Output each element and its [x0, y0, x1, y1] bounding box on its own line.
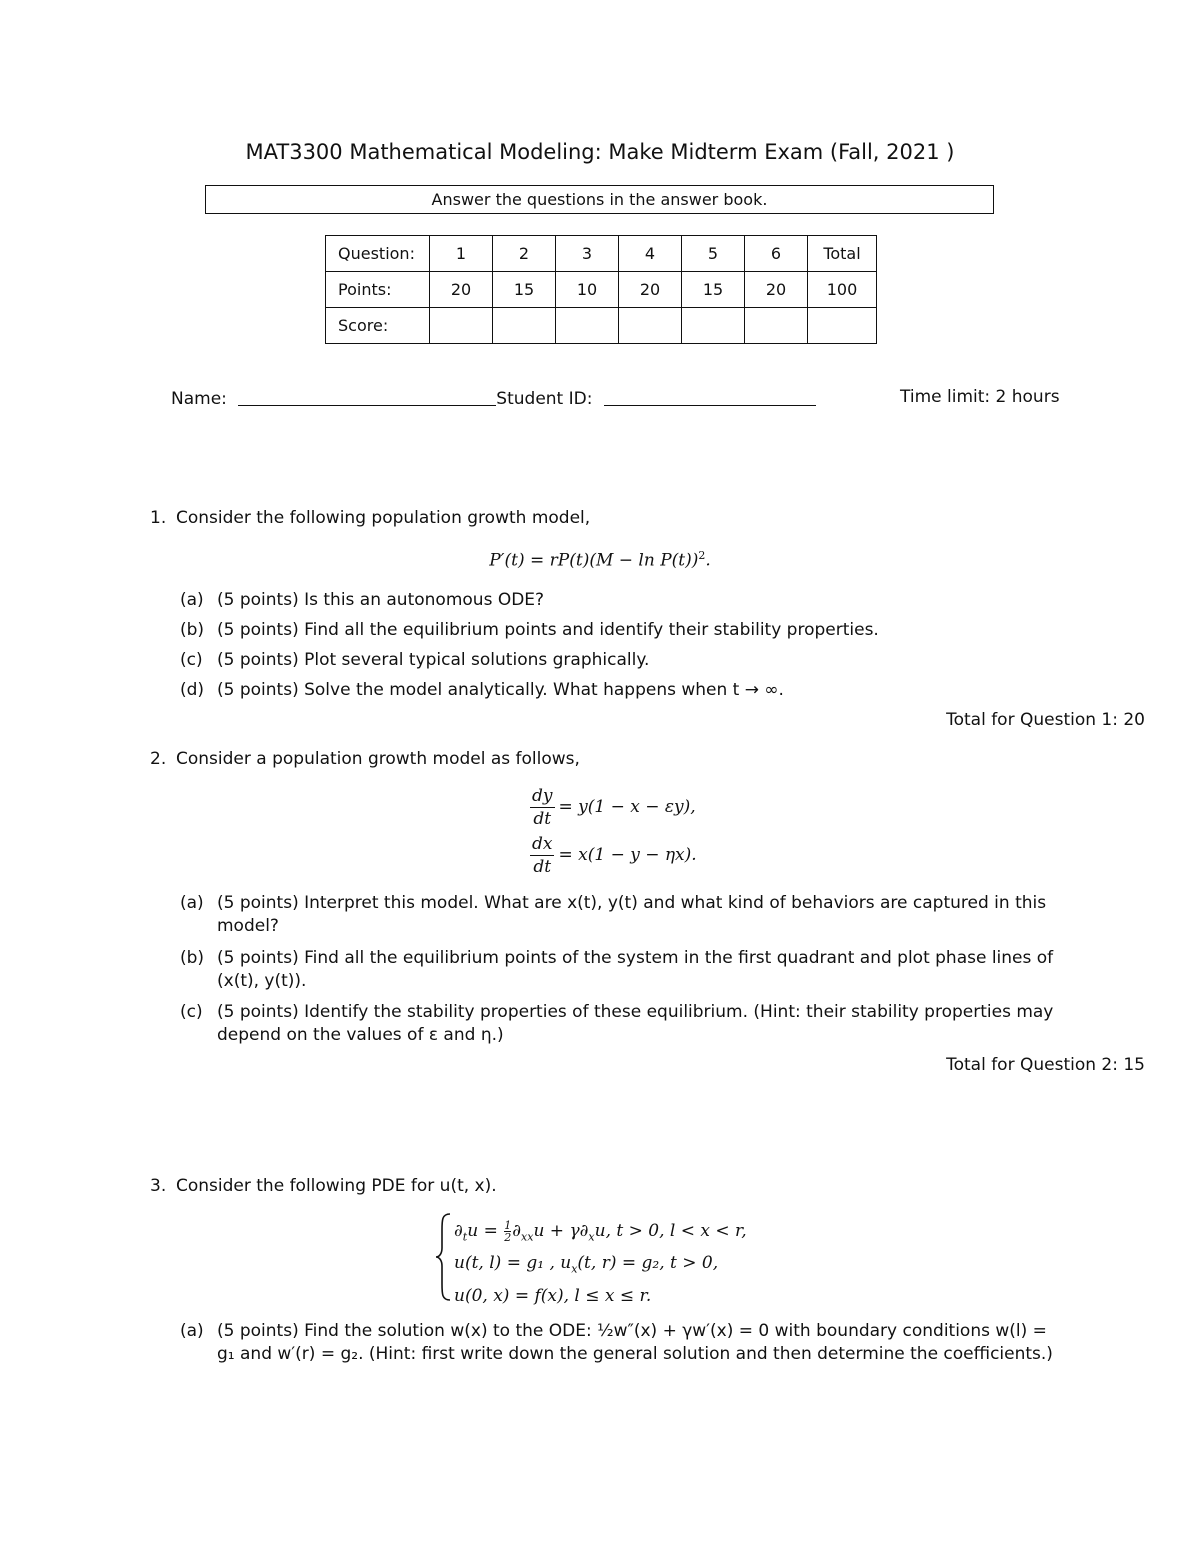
pde-text: u + γ∂ — [533, 1221, 589, 1241]
name-blank — [238, 387, 496, 406]
score-cell — [556, 308, 619, 344]
question-3-intro — [150, 1176, 497, 1196]
q1-part-b — [180, 619, 1060, 642]
pde-text: u(t, l) = g₁ , u — [454, 1253, 572, 1274]
student-id-blank — [604, 387, 816, 406]
fraction-numerator: dx — [532, 834, 553, 854]
q1-part-a — [180, 589, 1060, 612]
question-label: Question: — [326, 236, 430, 272]
pde-text: ∂ — [454, 1221, 463, 1241]
q2-part-b — [180, 947, 1060, 993]
q2-total: Total for Question 2: 15 — [946, 1055, 1145, 1075]
part-label: (b) — [180, 620, 205, 640]
pde-text: ∂ — [512, 1221, 522, 1241]
score-cell — [682, 308, 745, 344]
question-number: 5 — [682, 236, 745, 272]
question-number: 2 — [493, 236, 556, 272]
points-label: Points: — [326, 272, 430, 308]
q2-part-c — [180, 1001, 1060, 1047]
fraction-denominator: dt — [533, 857, 552, 877]
question-number: 3 — [556, 236, 619, 272]
part-label: (c) — [180, 1002, 203, 1022]
part-text: (5 points) Plot several typical solutions graphically. — [217, 650, 650, 670]
score-label: Score: — [326, 308, 430, 344]
q1-equation-end: . — [705, 550, 711, 571]
part-text: (5 points) Identify the stability properties of these equilibrium. (Hint: their stability properties may depend on the values of ε and η.) — [217, 1002, 1054, 1045]
pde-line-2 — [454, 1250, 747, 1282]
question-intro-text: Consider the following PDE for u(t, x). — [176, 1176, 497, 1196]
score-cell — [745, 308, 808, 344]
points-value: 20 — [430, 272, 493, 308]
part-label: (a) — [180, 893, 204, 913]
q2-eq2-rhs: = x(1 − y − ηx). — [558, 845, 697, 865]
points-value: 15 — [682, 272, 745, 308]
question-intro-text: Consider the following population growth model, — [176, 508, 591, 528]
grade-table-score-row — [326, 308, 877, 344]
part-label: (a) — [180, 1321, 204, 1341]
part-text: (5 points) Find all the equilibrium points of the system in the first quadrant and plot phase lines of (x(t), y(t)). — [217, 948, 1054, 991]
q1-equation-text: P′(t) = rP(t)(M − ln P(t)) — [489, 550, 699, 571]
q1-part-c — [180, 649, 1060, 672]
part-label: (b) — [180, 948, 205, 968]
grade-table-question-row — [326, 236, 877, 272]
pde-subscript: x — [571, 1262, 578, 1276]
one-half-fraction — [504, 1220, 511, 1243]
score-total-cell — [808, 308, 877, 344]
points-total: 100 — [808, 272, 877, 308]
fraction-denominator: dt — [533, 809, 552, 829]
question-1-intro — [150, 508, 590, 528]
question-number: 6 — [745, 236, 808, 272]
part-text: (5 points) Find all the equilibrium points and identify their stability properties. — [217, 620, 879, 640]
time-limit: Time limit: 2 hours — [900, 387, 1060, 407]
q1-total: Total for Question 1: 20 — [946, 710, 1145, 730]
student-info-line — [171, 387, 1071, 411]
part-text: (5 points) Find the solution w(x) to the ODE: ½w″(x) + γw′(x) = 0 with boundary conditions w(l) = g₁ and w′(r) = g₂. (Hint: first write down the general solution and then determine the coefficients.) — [217, 1321, 1053, 1364]
part-text: (5 points) Interpret this model. What are x(t), y(t) and what kind of behaviors are captured in this model? — [217, 893, 1047, 936]
q2-eq2-fraction — [530, 833, 554, 878]
pde-brace — [434, 1212, 454, 1302]
q3-part-a — [180, 1320, 1060, 1366]
pde-subscript: xx — [521, 1230, 534, 1244]
question-number-label: 1. — [150, 508, 167, 528]
pde-text: u, t > 0, l < x < r, — [594, 1221, 747, 1241]
question-number: 1 — [430, 236, 493, 272]
points-value: 10 — [556, 272, 619, 308]
question-number-label: 2. — [150, 749, 167, 769]
part-text: (5 points) Solve the model analytically. What happens when t → ∞. — [217, 680, 784, 700]
pde-text: (t, r) = g₂, t > 0, — [577, 1253, 719, 1274]
pde-system — [454, 1218, 747, 1310]
fraction-numerator: dy — [532, 786, 553, 806]
points-value: 15 — [493, 272, 556, 308]
score-cell — [493, 308, 556, 344]
grade-table — [325, 235, 877, 344]
pde-line-3 — [454, 1283, 747, 1310]
part-text: (5 points) Is this an autonomous ODE? — [217, 590, 545, 610]
pde-subscript: t — [462, 1230, 468, 1244]
q1-equation-exponent: 2 — [698, 549, 706, 562]
grade-table-points-row — [326, 272, 877, 308]
question-2-intro — [150, 749, 580, 769]
points-value: 20 — [619, 272, 682, 308]
q2-part-a — [180, 892, 1060, 938]
student-id-label: Student ID: — [496, 389, 593, 409]
points-value: 20 — [745, 272, 808, 308]
fraction-numerator: 1 — [504, 1219, 512, 1232]
question-number: 4 — [619, 236, 682, 272]
left-brace-icon — [434, 1212, 454, 1302]
pde-text: u(0, x) = f(x), l ≤ x ≤ r. — [454, 1285, 652, 1306]
question-number-label: 3. — [150, 1176, 167, 1196]
q1-equation — [0, 549, 1200, 571]
pde-text: u = — [467, 1221, 498, 1241]
part-label: (a) — [180, 590, 204, 610]
q2-eq1-fraction — [530, 785, 555, 830]
question-intro-text: Consider a population growth model as follows, — [176, 749, 580, 769]
pde-subscript: x — [588, 1230, 595, 1244]
q1-part-d — [180, 679, 1060, 702]
instruction-box: Answer the questions in the answer book. — [205, 185, 994, 214]
score-cell — [619, 308, 682, 344]
q2-equation-2 — [530, 833, 697, 878]
fraction-denominator: 2 — [504, 1231, 512, 1244]
name-label: Name: — [171, 389, 227, 409]
question-total-header: Total — [808, 236, 877, 272]
page-title: MAT3300 Mathematical Modeling: Make Midterm Exam (Fall, 2021 ) — [245, 140, 955, 164]
part-label: (c) — [180, 650, 203, 670]
q2-eq1-rhs: = y(1 − x − εy), — [558, 797, 696, 817]
pde-line-1 — [454, 1218, 747, 1250]
part-label: (d) — [180, 680, 205, 700]
score-cell — [430, 308, 493, 344]
q2-equation-1 — [530, 785, 696, 830]
